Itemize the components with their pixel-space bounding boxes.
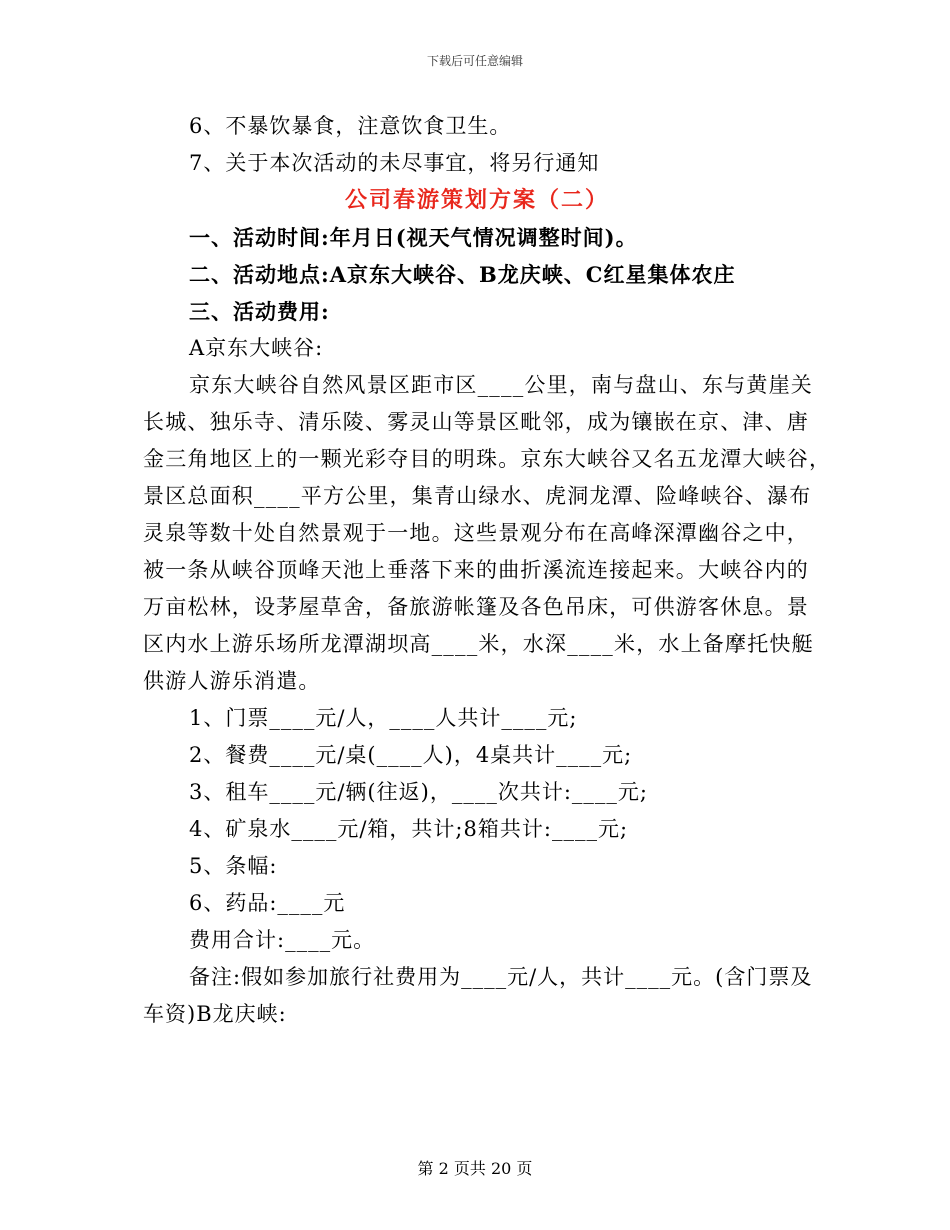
paragraph-line: 金三角地区上的一颗光彩夺目的明珠。京东大峡谷又名五龙潭大峡谷， [143,447,832,471]
cost-item-medicine: 6、药品:____元 [189,891,346,915]
subheading-jingdong: A京东大峡谷: [189,336,324,360]
paragraph-line: 京东大峡谷自然风景区距市区____公里，南与盘山、东与黄崖关 [189,373,813,397]
section-time: 一、活动时间:年月日(视天气情况调整时间)。 [189,225,638,250]
description-paragraph [143,367,832,700]
section-cost: 三、活动费用: [189,299,330,324]
cost-total: 费用合计:____元。 [189,928,376,952]
document-body [143,108,832,1033]
page-footer: 第 2 页共 20 页 [417,1159,533,1178]
paragraph-line: 区内水上游乐场所龙潭湖坝高____米，水深____米，水上备摩托快艇 [143,632,814,656]
paragraph-line: 灵泉等数十处自然景观于一地。这些景观分布在高峰深潭幽谷之中， [143,521,809,545]
paragraph-line: 景区总面积____平方公里，集青山绿水、虎洞龙潭、险峰峡谷、瀑布 [143,484,812,508]
paragraph-line: 供游人游乐消遣。 [143,669,321,693]
list-item-notice: 7、关于本次活动的未尽事宜，将另行通知 [189,151,600,175]
cost-item-bus: 3、租车____元/辆(往返)，____次共计:____元; [189,780,648,804]
document-title: 公司春游策划方案（二） [344,187,609,213]
cost-item-banner: 5、条幅: [189,854,278,878]
cost-item-ticket: 1、门票____元/人，____人共计____元; [189,706,578,730]
page-header: 下载后可任意编辑 [426,54,523,68]
note-line: 备注:假如参加旅行社费用为____元/人，共计____元。(含门票及 [189,965,813,989]
paragraph-line: 被一条从峡谷顶峰天池上垂落下来的曲折溪流连接起来。大峡谷内的 [143,558,809,582]
paragraph-line: 长城、独乐寺、清乐陵、雾灵山等景区毗邻，成为镶嵌在京、津、唐 [143,410,809,434]
list-item-diet: 6、不暴饮暴食，注意饮食卫生。 [189,114,512,138]
section-location: 二、活动地点:A京东大峡谷、B龙庆峡、C红星集体农庄 [189,262,736,287]
note-line: 车资)B龙庆峡: [143,1002,287,1026]
cost-item-water: 4、矿泉水____元/箱，共计;8箱共计:____元; [189,817,629,841]
paragraph-line: 万亩松林，设茅屋草舍，备旅游帐篷及各色吊床，可供游客休息。景 [143,595,809,619]
cost-item-meal: 2、餐费____元/桌(____人)，4桌共计____元; [189,743,633,767]
